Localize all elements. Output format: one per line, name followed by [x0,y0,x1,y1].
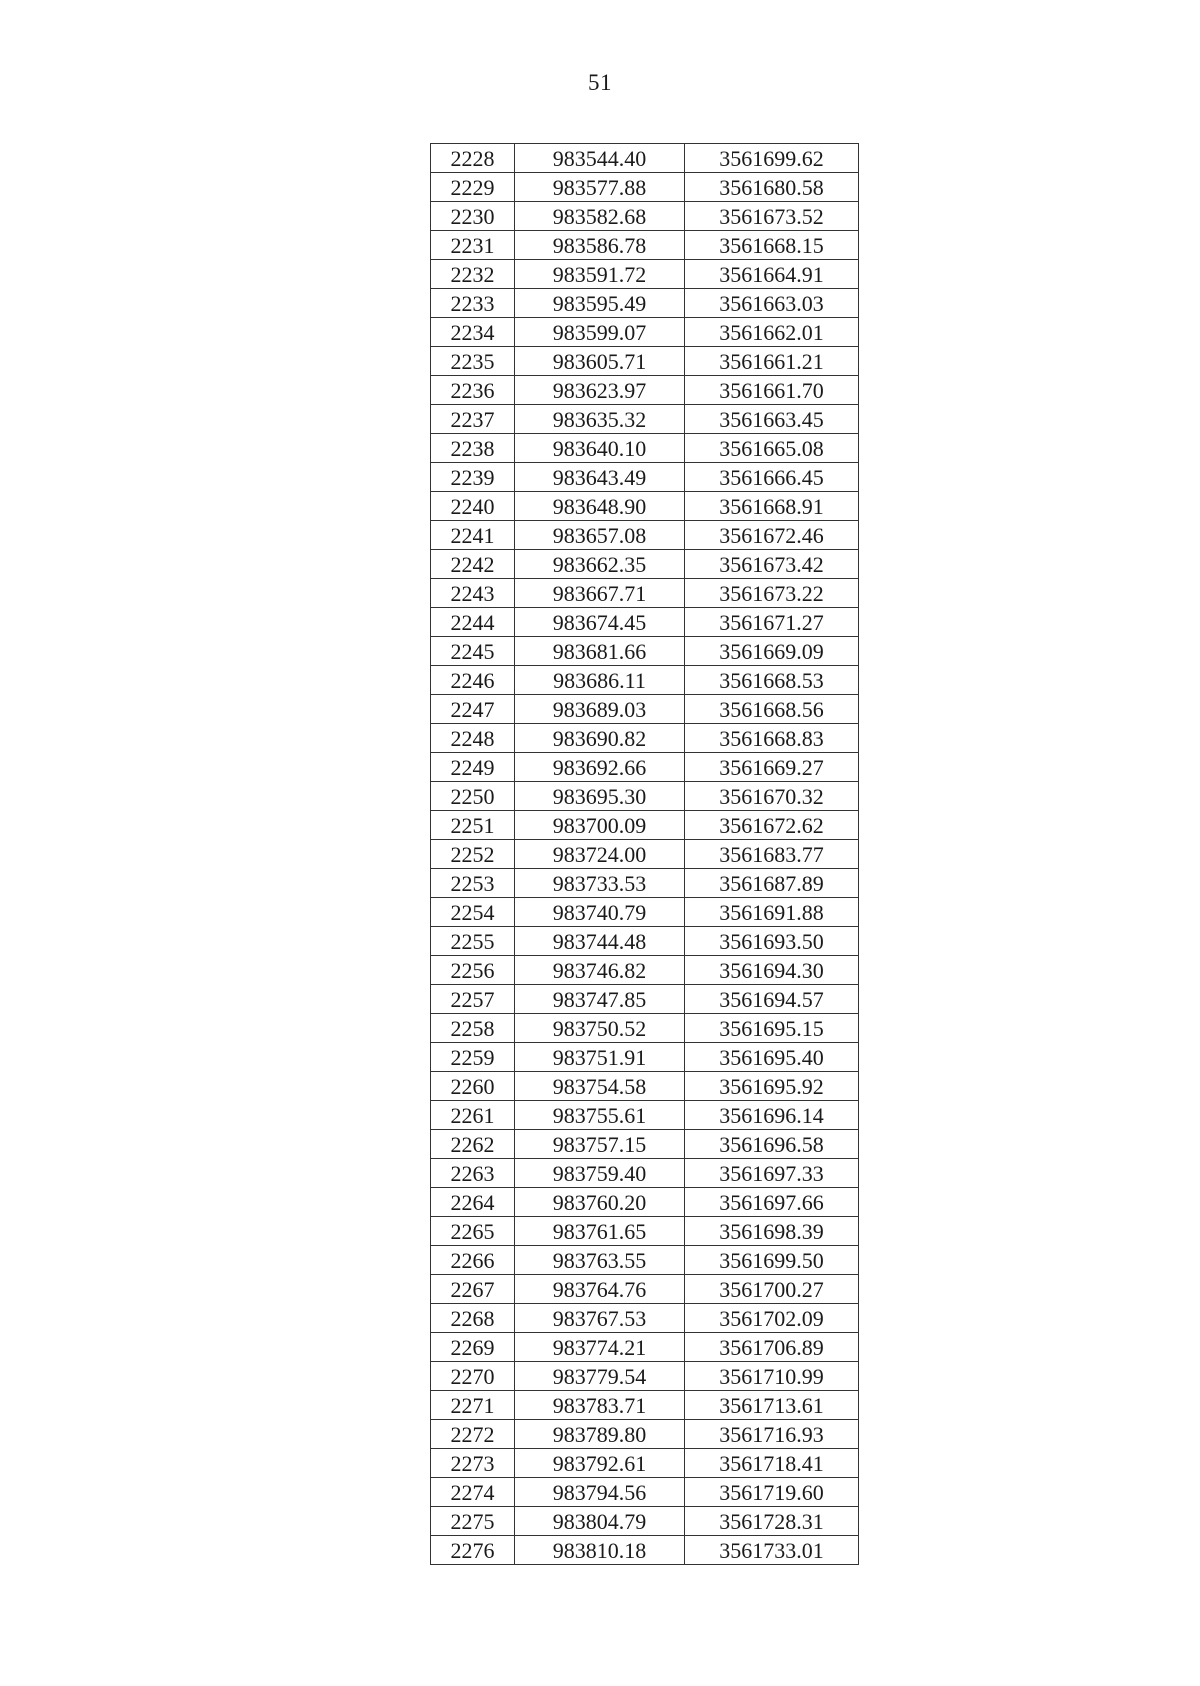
table-row [431,144,859,173]
point-number-cell: 2276 [431,1536,515,1565]
table-row [431,1304,859,1333]
point-number-cell: 2228 [431,144,515,173]
table-row [431,376,859,405]
table-row [431,1072,859,1101]
point-number-cell: 2252 [431,840,515,869]
y-coordinate-cell: 3561694.30 [685,956,859,985]
point-number-cell: 2256 [431,956,515,985]
table-row [431,1507,859,1536]
x-coordinate-cell: 983544.40 [515,144,685,173]
x-coordinate-cell: 983755.61 [515,1101,685,1130]
x-coordinate-cell: 983689.03 [515,695,685,724]
table-row [431,1014,859,1043]
y-coordinate-cell: 3561673.42 [685,550,859,579]
x-coordinate-cell: 983792.61 [515,1449,685,1478]
x-coordinate-cell: 983767.53 [515,1304,685,1333]
table-row [431,927,859,956]
point-number-cell: 2250 [431,782,515,811]
y-coordinate-cell: 3561680.58 [685,173,859,202]
table-row [431,434,859,463]
x-coordinate-cell: 983657.08 [515,521,685,550]
point-number-cell: 2245 [431,637,515,666]
y-coordinate-cell: 3561713.61 [685,1391,859,1420]
point-number-cell: 2268 [431,1304,515,1333]
point-number-cell: 2261 [431,1101,515,1130]
point-number-cell: 2259 [431,1043,515,1072]
x-coordinate-cell: 983692.66 [515,753,685,782]
y-coordinate-cell: 3561695.40 [685,1043,859,1072]
point-number-cell: 2267 [431,1275,515,1304]
y-coordinate-cell: 3561693.50 [685,927,859,956]
table-row [431,1478,859,1507]
y-coordinate-cell: 3561728.31 [685,1507,859,1536]
x-coordinate-cell: 983779.54 [515,1362,685,1391]
point-number-cell: 2269 [431,1333,515,1362]
y-coordinate-cell: 3561694.57 [685,985,859,1014]
coordinates-table-body [431,144,859,1565]
table-row [431,811,859,840]
x-coordinate-cell: 983640.10 [515,434,685,463]
point-number-cell: 2229 [431,173,515,202]
table-row [431,1333,859,1362]
table-row [431,173,859,202]
point-number-cell: 2238 [431,434,515,463]
y-coordinate-cell: 3561719.60 [685,1478,859,1507]
point-number-cell: 2251 [431,811,515,840]
table-row [431,666,859,695]
table-row [431,1275,859,1304]
y-coordinate-cell: 3561668.53 [685,666,859,695]
point-number-cell: 2231 [431,231,515,260]
table-row [431,347,859,376]
table-row [431,318,859,347]
point-number-cell: 2241 [431,521,515,550]
y-coordinate-cell: 3561664.91 [685,260,859,289]
y-coordinate-cell: 3561697.33 [685,1159,859,1188]
table-row [431,898,859,927]
y-coordinate-cell: 3561661.21 [685,347,859,376]
y-coordinate-cell: 3561671.27 [685,608,859,637]
y-coordinate-cell: 3561672.46 [685,521,859,550]
x-coordinate-cell: 983794.56 [515,1478,685,1507]
table-row [431,550,859,579]
table-row [431,1246,859,1275]
y-coordinate-cell: 3561702.09 [685,1304,859,1333]
y-coordinate-cell: 3561670.32 [685,782,859,811]
point-number-cell: 2244 [431,608,515,637]
x-coordinate-cell: 983760.20 [515,1188,685,1217]
table-row [431,956,859,985]
point-number-cell: 2273 [431,1449,515,1478]
x-coordinate-cell: 983648.90 [515,492,685,521]
x-coordinate-cell: 983643.49 [515,463,685,492]
table-row [431,405,859,434]
x-coordinate-cell: 983733.53 [515,869,685,898]
x-coordinate-cell: 983605.71 [515,347,685,376]
point-number-cell: 2253 [431,869,515,898]
table-row [431,782,859,811]
table-row [431,840,859,869]
table-row [431,1101,859,1130]
table-row [431,579,859,608]
y-coordinate-cell: 3561695.92 [685,1072,859,1101]
x-coordinate-cell: 983789.80 [515,1420,685,1449]
table-row [431,1159,859,1188]
y-coordinate-cell: 3561668.91 [685,492,859,521]
y-coordinate-cell: 3561668.56 [685,695,859,724]
x-coordinate-cell: 983804.79 [515,1507,685,1536]
y-coordinate-cell: 3561695.15 [685,1014,859,1043]
y-coordinate-cell: 3561673.22 [685,579,859,608]
y-coordinate-cell: 3561669.09 [685,637,859,666]
y-coordinate-cell: 3561700.27 [685,1275,859,1304]
y-coordinate-cell: 3561696.58 [685,1130,859,1159]
table-row [431,869,859,898]
y-coordinate-cell: 3561661.70 [685,376,859,405]
point-number-cell: 2230 [431,202,515,231]
point-number-cell: 2239 [431,463,515,492]
y-coordinate-cell: 3561699.50 [685,1246,859,1275]
x-coordinate-cell: 983674.45 [515,608,685,637]
point-number-cell: 2258 [431,1014,515,1043]
point-number-cell: 2236 [431,376,515,405]
point-number-cell: 2262 [431,1130,515,1159]
y-coordinate-cell: 3561663.45 [685,405,859,434]
y-coordinate-cell: 3561691.88 [685,898,859,927]
point-number-cell: 2264 [431,1188,515,1217]
x-coordinate-cell: 983577.88 [515,173,685,202]
y-coordinate-cell: 3561666.45 [685,463,859,492]
y-coordinate-cell: 3561663.03 [685,289,859,318]
y-coordinate-cell: 3561733.01 [685,1536,859,1565]
y-coordinate-cell: 3561697.66 [685,1188,859,1217]
table-row [431,1362,859,1391]
x-coordinate-cell: 983763.55 [515,1246,685,1275]
x-coordinate-cell: 983746.82 [515,956,685,985]
x-coordinate-cell: 983724.00 [515,840,685,869]
x-coordinate-cell: 983774.21 [515,1333,685,1362]
x-coordinate-cell: 983690.82 [515,724,685,753]
x-coordinate-cell: 983686.11 [515,666,685,695]
y-coordinate-cell: 3561672.62 [685,811,859,840]
point-number-cell: 2233 [431,289,515,318]
y-coordinate-cell: 3561710.99 [685,1362,859,1391]
x-coordinate-cell: 983623.97 [515,376,685,405]
x-coordinate-cell: 983662.35 [515,550,685,579]
y-coordinate-cell: 3561716.93 [685,1420,859,1449]
point-number-cell: 2260 [431,1072,515,1101]
table-row [431,521,859,550]
x-coordinate-cell: 983810.18 [515,1536,685,1565]
table-row [431,608,859,637]
point-number-cell: 2274 [431,1478,515,1507]
table-row [431,260,859,289]
table-row [431,1188,859,1217]
y-coordinate-cell: 3561706.89 [685,1333,859,1362]
y-coordinate-cell: 3561699.62 [685,144,859,173]
x-coordinate-cell: 983635.32 [515,405,685,434]
table-row [431,1043,859,1072]
x-coordinate-cell: 983761.65 [515,1217,685,1246]
y-coordinate-cell: 3561687.89 [685,869,859,898]
table-row [431,1420,859,1449]
x-coordinate-cell: 983783.71 [515,1391,685,1420]
point-number-cell: 2246 [431,666,515,695]
point-number-cell: 2257 [431,985,515,1014]
x-coordinate-cell: 983700.09 [515,811,685,840]
x-coordinate-cell: 983750.52 [515,1014,685,1043]
page-number: 51 [588,70,612,95]
point-number-cell: 2237 [431,405,515,434]
table-row [431,985,859,1014]
table-row [431,1449,859,1478]
point-number-cell: 2248 [431,724,515,753]
point-number-cell: 2242 [431,550,515,579]
y-coordinate-cell: 3561662.01 [685,318,859,347]
table-row [431,1130,859,1159]
y-coordinate-cell: 3561673.52 [685,202,859,231]
x-coordinate-cell: 983599.07 [515,318,685,347]
x-coordinate-cell: 983591.72 [515,260,685,289]
x-coordinate-cell: 983747.85 [515,985,685,1014]
table-row [431,753,859,782]
point-number-cell: 2247 [431,695,515,724]
table-row [431,724,859,753]
x-coordinate-cell: 983740.79 [515,898,685,927]
y-coordinate-cell: 3561668.83 [685,724,859,753]
x-coordinate-cell: 983744.48 [515,927,685,956]
coordinates-table [430,143,859,1565]
point-number-cell: 2266 [431,1246,515,1275]
table-row [431,1536,859,1565]
table-row [431,463,859,492]
y-coordinate-cell: 3561698.39 [685,1217,859,1246]
table-row [431,231,859,260]
x-coordinate-cell: 983764.76 [515,1275,685,1304]
y-coordinate-cell: 3561683.77 [685,840,859,869]
point-number-cell: 2265 [431,1217,515,1246]
point-number-cell: 2263 [431,1159,515,1188]
point-number-cell: 2270 [431,1362,515,1391]
y-coordinate-cell: 3561668.15 [685,231,859,260]
y-coordinate-cell: 3561669.27 [685,753,859,782]
point-number-cell: 2232 [431,260,515,289]
table-row [431,1391,859,1420]
table-row [431,1217,859,1246]
table-row [431,695,859,724]
x-coordinate-cell: 983681.66 [515,637,685,666]
x-coordinate-cell: 983751.91 [515,1043,685,1072]
table-row [431,492,859,521]
y-coordinate-cell: 3561696.14 [685,1101,859,1130]
point-number-cell: 2255 [431,927,515,956]
point-number-cell: 2234 [431,318,515,347]
point-number-cell: 2249 [431,753,515,782]
point-number-cell: 2275 [431,1507,515,1536]
y-coordinate-cell: 3561665.08 [685,434,859,463]
point-number-cell: 2235 [431,347,515,376]
point-number-cell: 2240 [431,492,515,521]
x-coordinate-cell: 983754.58 [515,1072,685,1101]
point-number-cell: 2243 [431,579,515,608]
table-row [431,637,859,666]
y-coordinate-cell: 3561718.41 [685,1449,859,1478]
x-coordinate-cell: 983759.40 [515,1159,685,1188]
table-row [431,202,859,231]
x-coordinate-cell: 983667.71 [515,579,685,608]
x-coordinate-cell: 983595.49 [515,289,685,318]
x-coordinate-cell: 983757.15 [515,1130,685,1159]
point-number-cell: 2271 [431,1391,515,1420]
point-number-cell: 2254 [431,898,515,927]
x-coordinate-cell: 983695.30 [515,782,685,811]
table-row [431,289,859,318]
x-coordinate-cell: 983586.78 [515,231,685,260]
x-coordinate-cell: 983582.68 [515,202,685,231]
point-number-cell: 2272 [431,1420,515,1449]
